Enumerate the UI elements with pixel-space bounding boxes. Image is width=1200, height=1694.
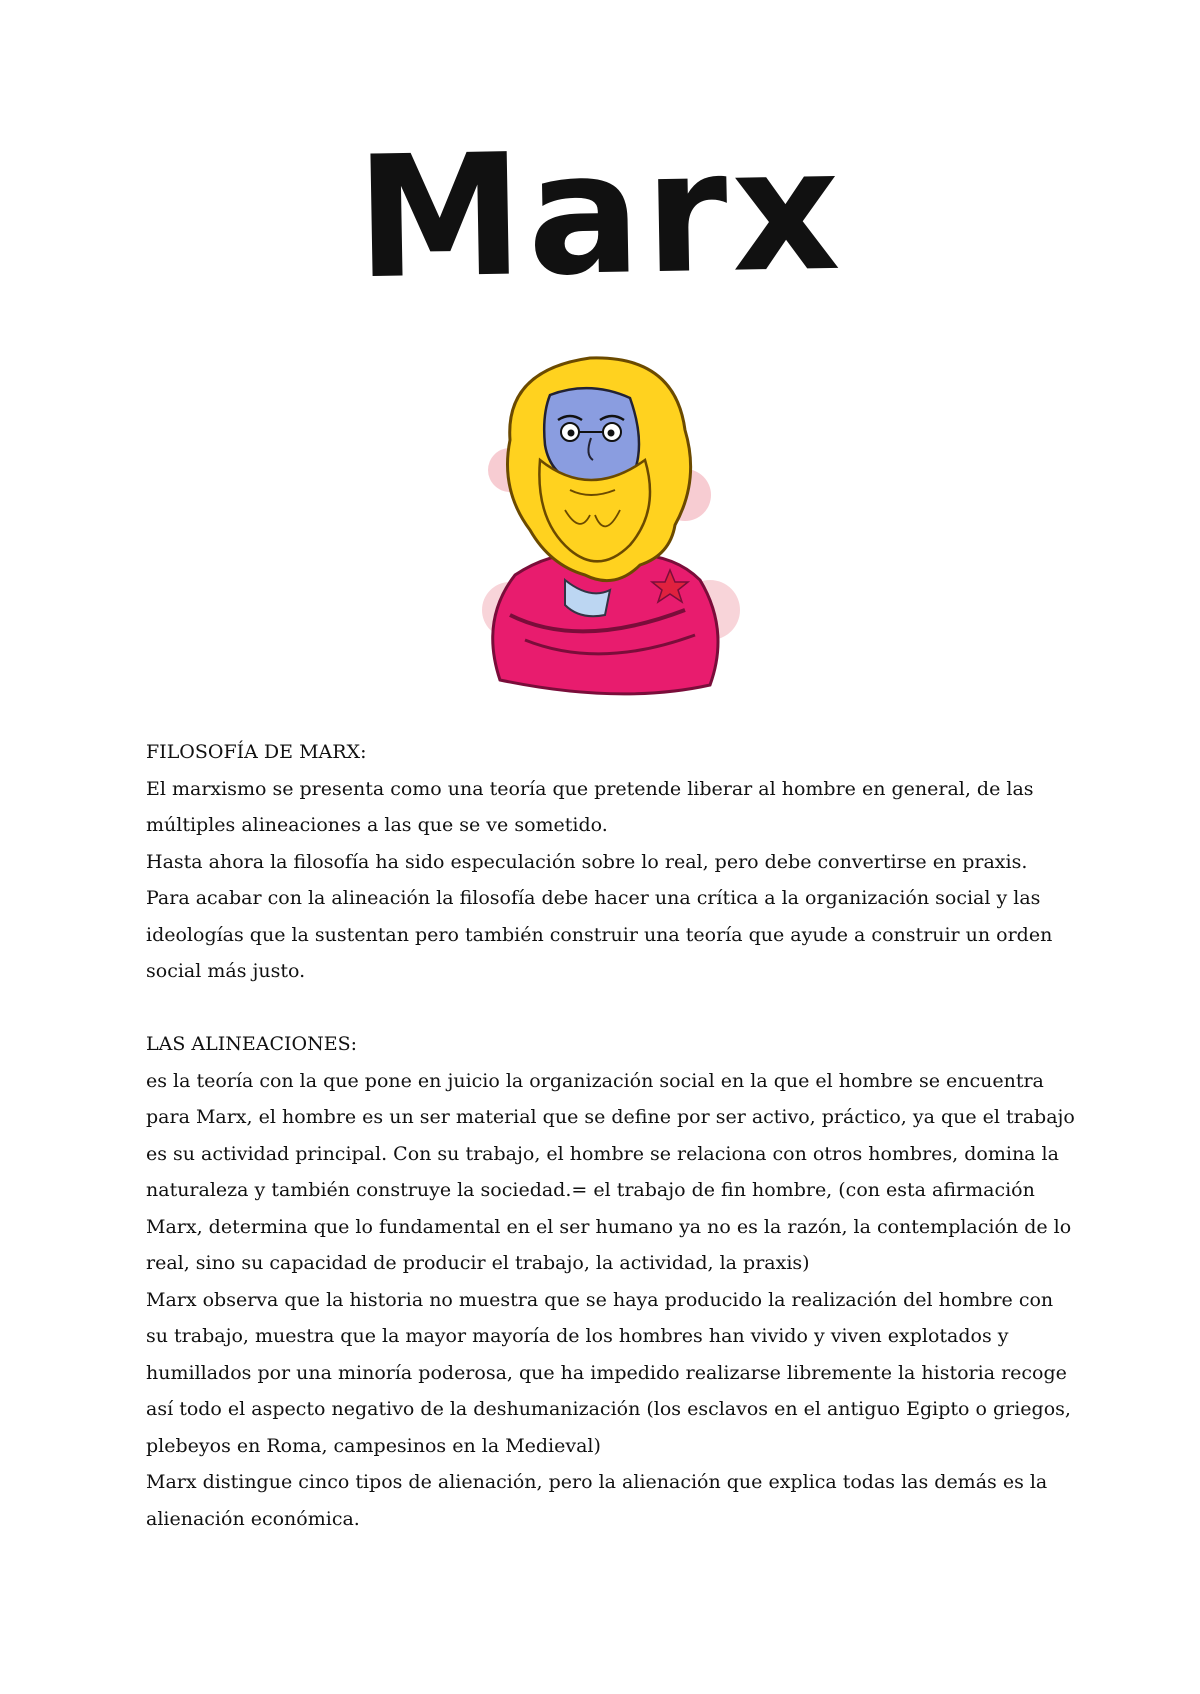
paragraph: Marx observa que la historia no muestra que se haya producido la realización del hombre con su trabajo, muestra que la mayor mayoría de los hombres han vivido y viven explotados y humillados por una minoría poderosa, que ha impedido realizarse libremente la historia recoge así todo el aspecto negativo de la deshumanización (los esclavos en el antiguo Egipto o griegos, plebeyos en Roma, campesinos en la Medieval)	[146, 1288, 1071, 1457]
paragraph: El marxismo se presenta como una teoría que pretende liberar al hombre en general, de las múltiples alineaciones a las que se ve sometido.	[146, 777, 1034, 836]
marx-portrait-illustration	[470, 350, 760, 710]
section-heading-filosofia: FILOSOFÍA DE MARX:	[146, 741, 367, 763]
document-body	[146, 734, 1076, 1537]
section-heading-alineaciones: LAS ALINEACIONES:	[146, 1033, 357, 1055]
paragraph: Para acabar con la alineación la filosofía debe hacer una crítica a la organización social y las ideologías que la sustentan pero también construir una teoría que ayude a construir un orden social más justo.	[146, 887, 1053, 982]
paragraph: es la teoría con la que pone en juicio la organización social en la que el hombre se encuentra para Marx, el hombre es un ser material que se define por ser activo, práctico, ya que el trabajo es su actividad principal. Con su trabajo, el hombre se relaciona con otros hombres, domina la naturaleza y también construye la sociedad.= el trabajo de fin hombre, (con esta afirmación Marx, determina que lo fundamental en el ser humano ya no es la razón, la contemplación de lo real, sino su capacidad de producir el trabajo, la actividad, la praxis)	[146, 1069, 1075, 1274]
paragraph: Marx distingue cinco tipos de alienación, pero la alienación que explica todas las demás es la alienación económica.	[146, 1471, 1048, 1530]
paragraph-gap	[146, 990, 1076, 1027]
paragraph: Hasta ahora la filosofía ha sido especulación sobre lo real, pero debe convertirse en praxis.	[146, 850, 1028, 873]
page-title: Marx	[354, 111, 846, 317]
